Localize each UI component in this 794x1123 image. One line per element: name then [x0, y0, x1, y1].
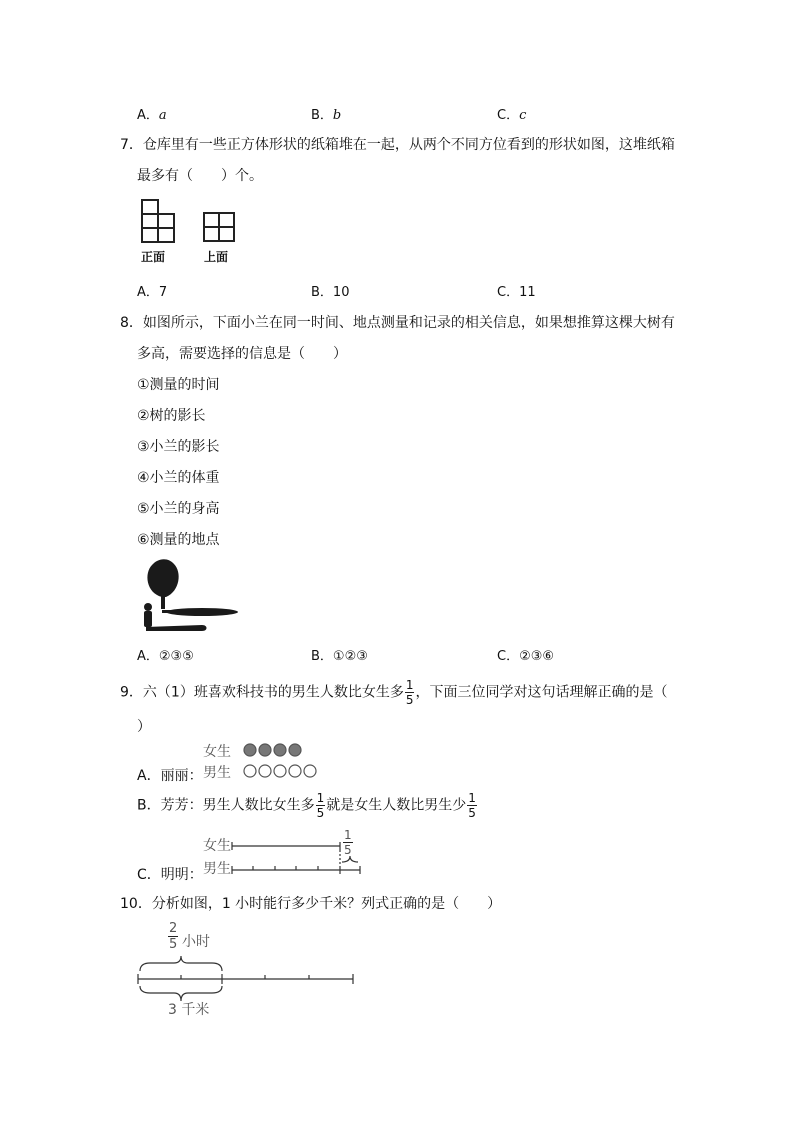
q10-km-label: 3 千米: [168, 1002, 210, 1018]
q9-option-a[interactable]: A．丽丽：: [137, 768, 203, 784]
q7-front-label: 正面: [141, 250, 166, 264]
q6-option-c[interactable]: C．c: [497, 108, 527, 123]
q8-item-6: ⑥测量的地点: [137, 532, 220, 548]
q9-option-b[interactable]: B．芳芳：男生人数比女生多 $\frac{1}{5}$ 就是女生人数比男生少 $\frac{1}{5}$: [137, 791, 476, 820]
q7-question-line2: 最多有（ ）个。: [137, 168, 263, 184]
q9-a-girls-circles: [243, 743, 305, 757]
q7-front-view-figure: [141, 199, 181, 245]
boy-circle: [304, 765, 316, 777]
q8-option-b[interactable]: B．①②③: [311, 649, 368, 664]
q9-question-line1: 9．六（1）班喜欢科技书的男生人数比女生多 $\frac{1}{5}$ ，下面三位同学对这句话理解正确的是（: [120, 678, 668, 707]
q8-question-line1: 8．如图所示，下面小兰在同一时间、地点测量和记录的相关信息，如果想推算这棵大树有: [120, 315, 675, 331]
q10-question-line: 10．分析如图，1 小时能行多少千米？列式正确的是（ ）: [120, 896, 502, 912]
q9-a-boys-label: 男生: [203, 765, 231, 781]
q8-item-3: ③小兰的影长: [137, 439, 220, 455]
q10-hour-label: 小时: [182, 934, 210, 950]
q9-c-fraction: $\frac{1}{5}$: [344, 828, 352, 857]
q8-item-5: ⑤小兰的身高: [137, 501, 220, 517]
q6-option-b[interactable]: B．b: [311, 108, 342, 123]
q7-top-label: 上面: [204, 250, 229, 264]
q7-option-a[interactable]: A．7: [137, 285, 168, 300]
q8-item-1: ①测量的时间: [137, 377, 220, 393]
q6-option-a[interactable]: A．a: [137, 108, 167, 123]
girl-circle: [259, 744, 271, 756]
girl-circle: [244, 744, 256, 756]
q9-c-boys-label: 男生: [203, 861, 231, 877]
q7-option-c[interactable]: C．11: [497, 285, 536, 300]
q8-question-line2: 多高，需要选择的信息是（ ）: [137, 346, 347, 362]
girl-circle: [274, 744, 286, 756]
q9-a-boys-circles: [243, 764, 319, 778]
q9-a-girls-label: 女生: [203, 744, 231, 760]
boy-circle: [274, 765, 286, 777]
q9-b-fraction-1: $\frac{1}{5}$: [316, 791, 325, 820]
q10-line-diagram: [138, 955, 358, 1003]
q7-top-view-figure: [203, 212, 239, 244]
q9-fraction: $\frac{1}{5}$: [405, 678, 414, 707]
q9-c-girls-label: 女生: [203, 838, 231, 854]
boy-circle: [289, 765, 301, 777]
q7-question-line1: 7．仓库里有一些正方体形状的纸箱堆在一起，从两个不同方位看到的形状如图，这堆纸箱: [120, 137, 675, 153]
q9-b-fraction-2: $\frac{1}{5}$: [468, 791, 476, 820]
q8-tree-shadow-figure: [140, 555, 240, 633]
q10-fraction: $\frac{2}{5}$: [169, 921, 178, 952]
girl-circle: [289, 744, 301, 756]
q7-option-b[interactable]: B．10: [311, 285, 350, 300]
boy-circle: [259, 765, 271, 777]
q9-question-line2: ）: [137, 719, 151, 735]
q9-option-c[interactable]: C．明明：: [137, 867, 203, 883]
q9-c-bar-diagram: [232, 840, 362, 878]
q8-item-4: ④小兰的体重: [137, 470, 220, 486]
q8-item-2: ②树的影长: [137, 408, 206, 424]
boy-circle: [244, 765, 256, 777]
q8-option-c[interactable]: C．②③⑥: [497, 649, 555, 664]
q8-option-a[interactable]: A．②③⑤: [137, 649, 194, 664]
